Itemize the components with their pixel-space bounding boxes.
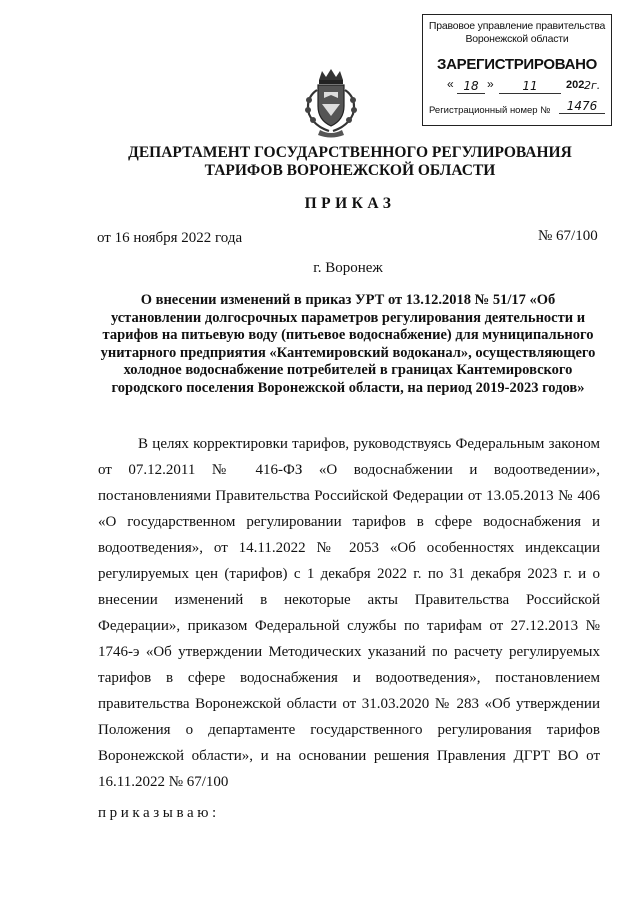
voronezh-coat-of-arms-icon [300,68,362,138]
crown-band [319,80,343,84]
stamp-date [423,79,611,97]
order-title: ПРИКАЗ [304,195,396,212]
order-subject: О внесении изменений в приказ УРТ от 13.12.2018 № 51/17 «Об установлении долгосрочных параметров регулирования деятельности и тарифов на питьевую воду (питьевое водоснабжение) для муниципального унитарного предприятия «Кантемировский водоканал», осуществляющего холодное водоснабжение потребителей в границах Кантемировского городского поселения Воронежской области, на период 2019-2023 годов» [100,292,596,396]
stamp-org-line1: Правовое управление правительства [428,20,606,32]
crown-shape [319,69,343,80]
order-city: г. Воронеж [313,260,383,276]
leaf-r3 [346,117,352,123]
leaf-l1 [306,97,312,103]
order-date: от 16 ноября 2022 года [97,230,243,246]
stamp-organization [423,20,611,46]
stamp-date-day: 18 [457,79,485,94]
stamp-date-year-prefix: 202 [566,79,585,91]
department-line1: ДЕПАРТАМЕНТ ГОСУДАРСТВЕННОГО РЕГУЛИРОВАНИЯ [128,144,572,161]
stamp-reg-label: Регистрационный номер № [429,105,551,116]
stamp-org-line2: Воронежской области [465,33,569,45]
stamp-registration-number [423,101,611,117]
leaf-r2 [351,107,357,113]
stamp-date-open-quote: « [447,77,454,91]
coat-of-arms-svg [300,68,362,138]
ribbon [318,130,344,138]
department-heading [0,144,640,180]
leaf-l3 [310,117,316,123]
decree-word: приказываю: [98,805,220,821]
stamp-date-month: 11 [499,79,561,94]
stamp-date-close-quote: » [487,77,494,91]
stamp-registered-label: ЗАРЕГИСТРИРОВАНО [436,56,598,73]
department-line2: ТАРИФОВ ВОРОНЕЖСКОЙ ОБЛАСТИ [204,162,496,179]
stamp-date-year-suffix: 2г. [584,79,601,92]
leaf-r1 [350,97,356,103]
order-number: № 67/100 [538,228,598,244]
leaf-l2 [305,107,311,113]
stamp-reg-number: 1476 [559,99,605,114]
order-body-paragraph: В целях корректировки тарифов, руководствуясь Федеральным законом от 07.12.2011 № 416-ФЗ «О водоснабжении и водоотведении», постановлениями Правительства Российской Федерации от 13.05.2013 № 406 «О государственном регулировании тарифов в сфере водоснабжения и водоотведения», от 14.11.2022 № 2053 «Об особенностях индексации регулируемых цен (тарифов) с 1 декабря 2022 г. по 31 декабря 2023 г. и о внесении изменений в некоторые акты Правительства Российской Федерации», приказом Федеральной службы по тарифам от 27.12.2013 № 1746-э «Об утверждении Методических указаний по расчету регулируемых тарифов в сфере водоснабжения и водоотведения», постановлением правительства Воронежской области от 31.03.2020 № 283 «Об утверждении Положения о департаменте государственного регулирования тарифов Воронежской области», и на основании решения Правления ДГРТ ВО от 16.11.2022 № 67/100 [98,436,600,790]
registration-stamp [422,14,612,126]
